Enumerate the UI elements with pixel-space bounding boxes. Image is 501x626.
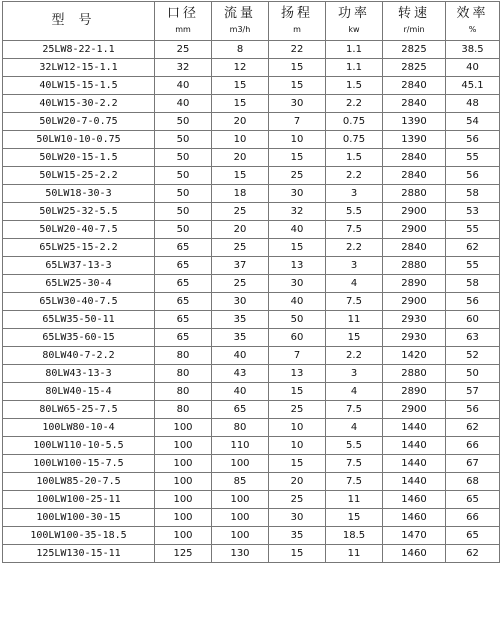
- header-label: 口径: [166, 6, 199, 21]
- cell-head: 13: [269, 365, 326, 383]
- cell-flow: 30: [212, 293, 269, 311]
- table-row: [3, 149, 500, 167]
- table-body: [3, 41, 500, 563]
- cell-power: 1.5: [326, 149, 383, 167]
- cell-efficiency: 62: [446, 239, 500, 257]
- cell-efficiency: 45.1: [446, 77, 500, 95]
- table-row: [3, 167, 500, 185]
- table-row: [3, 59, 500, 77]
- cell-model: 50LW25-32-5.5: [3, 203, 155, 221]
- cell-head: 15: [269, 455, 326, 473]
- header-unit: %: [468, 25, 477, 34]
- table-row: [3, 95, 500, 113]
- cell-power: 0.75: [326, 131, 383, 149]
- table-row: [3, 419, 500, 437]
- header-label: 功率: [337, 6, 370, 21]
- cell-head: 15: [269, 59, 326, 77]
- cell-efficiency: 55: [446, 149, 500, 167]
- cell-head: 40: [269, 221, 326, 239]
- cell-head: 15: [269, 239, 326, 257]
- table-row: [3, 473, 500, 491]
- cell-power: 2.2: [326, 167, 383, 185]
- cell-flow: 25: [212, 203, 269, 221]
- cell-flow: 10: [212, 131, 269, 149]
- cell-diameter: 65: [155, 293, 212, 311]
- cell-speed: 2880: [383, 185, 446, 203]
- cell-power: 7.5: [326, 221, 383, 239]
- table-row: [3, 437, 500, 455]
- cell-model: 65LW37-13-3: [3, 257, 155, 275]
- cell-flow: 25: [212, 239, 269, 257]
- cell-power: 3: [326, 185, 383, 203]
- cell-head: 35: [269, 527, 326, 545]
- header-unit: m: [293, 25, 301, 34]
- header-label: 转速: [397, 6, 430, 21]
- cell-speed: 2930: [383, 311, 446, 329]
- cell-flow: 130: [212, 545, 269, 563]
- cell-head: 25: [269, 167, 326, 185]
- header-label: 效率: [456, 6, 489, 21]
- cell-model: 100LW80-10-4: [3, 419, 155, 437]
- cell-speed: 1390: [383, 113, 446, 131]
- cell-speed: 2900: [383, 401, 446, 419]
- cell-efficiency: 50: [446, 365, 500, 383]
- cell-flow: 35: [212, 329, 269, 347]
- cell-speed: 1460: [383, 545, 446, 563]
- table-row: [3, 239, 500, 257]
- cell-flow: 25: [212, 275, 269, 293]
- header-diameter: [155, 2, 212, 41]
- table-row: [3, 131, 500, 149]
- cell-head: 25: [269, 491, 326, 509]
- cell-power: 1.1: [326, 59, 383, 77]
- cell-head: 60: [269, 329, 326, 347]
- table-row: [3, 545, 500, 563]
- cell-diameter: 80: [155, 347, 212, 365]
- header-row: [3, 2, 500, 41]
- header-head: [269, 2, 326, 41]
- table-row: [3, 527, 500, 545]
- cell-head: 30: [269, 185, 326, 203]
- cell-efficiency: 40: [446, 59, 500, 77]
- cell-power: 1.5: [326, 77, 383, 95]
- cell-diameter: 40: [155, 77, 212, 95]
- table-row: [3, 365, 500, 383]
- cell-efficiency: 53: [446, 203, 500, 221]
- cell-flow: 8: [212, 41, 269, 59]
- cell-efficiency: 60: [446, 311, 500, 329]
- cell-power: 18.5: [326, 527, 383, 545]
- cell-efficiency: 56: [446, 167, 500, 185]
- table-row: [3, 509, 500, 527]
- table-row: [3, 221, 500, 239]
- cell-head: 30: [269, 509, 326, 527]
- cell-efficiency: 62: [446, 419, 500, 437]
- cell-diameter: 65: [155, 239, 212, 257]
- cell-diameter: 65: [155, 311, 212, 329]
- table-row: [3, 401, 500, 419]
- header-unit: mm: [175, 25, 191, 34]
- cell-diameter: 100: [155, 473, 212, 491]
- cell-model: 50LW18-30-3: [3, 185, 155, 203]
- cell-power: 11: [326, 491, 383, 509]
- cell-speed: 2840: [383, 167, 446, 185]
- cell-diameter: 80: [155, 365, 212, 383]
- cell-head: 15: [269, 383, 326, 401]
- cell-diameter: 65: [155, 275, 212, 293]
- cell-model: 32LW12-15-1.1: [3, 59, 155, 77]
- cell-diameter: 65: [155, 257, 212, 275]
- cell-power: 4: [326, 275, 383, 293]
- cell-model: 100LW100-35-18.5: [3, 527, 155, 545]
- cell-efficiency: 65: [446, 527, 500, 545]
- cell-model: 50LW20-7-0.75: [3, 113, 155, 131]
- cell-model: 65LW35-50-11: [3, 311, 155, 329]
- table-row: [3, 311, 500, 329]
- cell-speed: 1390: [383, 131, 446, 149]
- cell-flow: 35: [212, 311, 269, 329]
- cell-head: 10: [269, 419, 326, 437]
- cell-power: 3: [326, 365, 383, 383]
- cell-diameter: 100: [155, 437, 212, 455]
- cell-head: 10: [269, 131, 326, 149]
- cell-speed: 1420: [383, 347, 446, 365]
- cell-model: 65LW35-60-15: [3, 329, 155, 347]
- cell-model: 50LW20-15-1.5: [3, 149, 155, 167]
- cell-diameter: 100: [155, 491, 212, 509]
- cell-head: 22: [269, 41, 326, 59]
- cell-model: 100LW100-25-11: [3, 491, 155, 509]
- cell-power: 7.5: [326, 455, 383, 473]
- cell-diameter: 50: [155, 203, 212, 221]
- header-speed: [383, 2, 446, 41]
- table-row: [3, 185, 500, 203]
- cell-diameter: 50: [155, 113, 212, 131]
- cell-head: 15: [269, 149, 326, 167]
- cell-model: 100LW110-10-5.5: [3, 437, 155, 455]
- cell-head: 30: [269, 275, 326, 293]
- cell-model: 40LW15-30-2.2: [3, 95, 155, 113]
- cell-power: 4: [326, 383, 383, 401]
- table-row: [3, 455, 500, 473]
- cell-efficiency: 52: [446, 347, 500, 365]
- cell-flow: 37: [212, 257, 269, 275]
- cell-diameter: 25: [155, 41, 212, 59]
- cell-diameter: 80: [155, 401, 212, 419]
- cell-efficiency: 56: [446, 293, 500, 311]
- table-row: [3, 203, 500, 221]
- header-unit: kw: [348, 25, 360, 34]
- cell-model: 80LW43-13-3: [3, 365, 155, 383]
- cell-diameter: 100: [155, 509, 212, 527]
- cell-efficiency: 48: [446, 95, 500, 113]
- cell-head: 10: [269, 437, 326, 455]
- cell-speed: 2840: [383, 95, 446, 113]
- cell-diameter: 50: [155, 149, 212, 167]
- cell-diameter: 40: [155, 95, 212, 113]
- cell-head: 32: [269, 203, 326, 221]
- cell-power: 7.5: [326, 401, 383, 419]
- cell-diameter: 50: [155, 221, 212, 239]
- cell-flow: 43: [212, 365, 269, 383]
- table-row: [3, 383, 500, 401]
- cell-power: 7.5: [326, 473, 383, 491]
- cell-speed: 2900: [383, 293, 446, 311]
- cell-head: 30: [269, 95, 326, 113]
- cell-head: 25: [269, 401, 326, 419]
- cell-diameter: 100: [155, 419, 212, 437]
- cell-power: 0.75: [326, 113, 383, 131]
- cell-diameter: 50: [155, 167, 212, 185]
- cell-diameter: 100: [155, 455, 212, 473]
- cell-power: 7.5: [326, 293, 383, 311]
- cell-flow: 100: [212, 527, 269, 545]
- table-row: [3, 257, 500, 275]
- cell-power: 15: [326, 509, 383, 527]
- cell-speed: 1460: [383, 509, 446, 527]
- cell-efficiency: 58: [446, 275, 500, 293]
- cell-efficiency: 65: [446, 491, 500, 509]
- cell-power: 2.2: [326, 239, 383, 257]
- cell-power: 15: [326, 329, 383, 347]
- header-flow: [212, 2, 269, 41]
- cell-model: 100LW85-20-7.5: [3, 473, 155, 491]
- cell-speed: 1440: [383, 437, 446, 455]
- cell-flow: 40: [212, 347, 269, 365]
- header-label: 型号: [51, 13, 106, 28]
- cell-efficiency: 68: [446, 473, 500, 491]
- table-row: [3, 41, 500, 59]
- cell-flow: 65: [212, 401, 269, 419]
- cell-flow: 15: [212, 167, 269, 185]
- header-efficiency: [446, 2, 500, 41]
- cell-head: 13: [269, 257, 326, 275]
- cell-speed: 2890: [383, 275, 446, 293]
- cell-speed: 2840: [383, 77, 446, 95]
- cell-efficiency: 66: [446, 437, 500, 455]
- cell-diameter: 100: [155, 527, 212, 545]
- cell-model: 125LW130-15-11: [3, 545, 155, 563]
- cell-efficiency: 62: [446, 545, 500, 563]
- cell-model: 100LW100-15-7.5: [3, 455, 155, 473]
- cell-flow: 40: [212, 383, 269, 401]
- cell-power: 4: [326, 419, 383, 437]
- cell-power: 11: [326, 545, 383, 563]
- cell-model: 40LW15-15-1.5: [3, 77, 155, 95]
- cell-flow: 85: [212, 473, 269, 491]
- cell-power: 5.5: [326, 203, 383, 221]
- cell-speed: 2890: [383, 383, 446, 401]
- cell-flow: 20: [212, 113, 269, 131]
- cell-model: 80LW65-25-7.5: [3, 401, 155, 419]
- cell-flow: 100: [212, 455, 269, 473]
- cell-head: 15: [269, 545, 326, 563]
- cell-efficiency: 57: [446, 383, 500, 401]
- cell-flow: 100: [212, 491, 269, 509]
- cell-flow: 12: [212, 59, 269, 77]
- table-row: [3, 491, 500, 509]
- cell-speed: 1440: [383, 473, 446, 491]
- header-power: [326, 2, 383, 41]
- cell-speed: 2825: [383, 41, 446, 59]
- cell-flow: 110: [212, 437, 269, 455]
- cell-model: 80LW40-15-4: [3, 383, 155, 401]
- cell-flow: 15: [212, 77, 269, 95]
- cell-speed: 1460: [383, 491, 446, 509]
- cell-model: 50LW10-10-0.75: [3, 131, 155, 149]
- cell-efficiency: 54: [446, 113, 500, 131]
- cell-efficiency: 56: [446, 131, 500, 149]
- cell-efficiency: 55: [446, 221, 500, 239]
- cell-speed: 1440: [383, 455, 446, 473]
- cell-diameter: 50: [155, 185, 212, 203]
- cell-efficiency: 56: [446, 401, 500, 419]
- header-model: [3, 2, 155, 41]
- table-header: [3, 2, 500, 41]
- cell-head: 50: [269, 311, 326, 329]
- cell-diameter: 50: [155, 131, 212, 149]
- cell-model: 80LW40-7-2.2: [3, 347, 155, 365]
- cell-speed: 2930: [383, 329, 446, 347]
- cell-model: 25LW8-22-1.1: [3, 41, 155, 59]
- header-unit: m3/h: [229, 25, 251, 34]
- cell-flow: 100: [212, 509, 269, 527]
- cell-power: 11: [326, 311, 383, 329]
- cell-model: 65LW25-30-4: [3, 275, 155, 293]
- cell-speed: 1440: [383, 419, 446, 437]
- cell-power: 1.1: [326, 41, 383, 59]
- cell-speed: 2840: [383, 239, 446, 257]
- cell-model: 50LW15-25-2.2: [3, 167, 155, 185]
- cell-speed: 2900: [383, 203, 446, 221]
- cell-diameter: 65: [155, 329, 212, 347]
- table-row: [3, 275, 500, 293]
- cell-power: 2.2: [326, 95, 383, 113]
- cell-model: 50LW20-40-7.5: [3, 221, 155, 239]
- table-row: [3, 347, 500, 365]
- cell-speed: 2880: [383, 257, 446, 275]
- cell-diameter: 32: [155, 59, 212, 77]
- cell-power: 5.5: [326, 437, 383, 455]
- cell-efficiency: 55: [446, 257, 500, 275]
- cell-flow: 15: [212, 95, 269, 113]
- cell-flow: 20: [212, 221, 269, 239]
- cell-flow: 80: [212, 419, 269, 437]
- header-label: 扬程: [280, 6, 313, 21]
- pump-spec-table: [2, 1, 500, 563]
- header-label: 流量: [223, 6, 256, 21]
- table-row: [3, 77, 500, 95]
- cell-head: 15: [269, 77, 326, 95]
- cell-efficiency: 58: [446, 185, 500, 203]
- cell-diameter: 80: [155, 383, 212, 401]
- cell-speed: 2840: [383, 149, 446, 167]
- cell-speed: 2825: [383, 59, 446, 77]
- cell-model: 100LW100-30-15: [3, 509, 155, 527]
- header-unit: r/min: [403, 25, 425, 34]
- table-row: [3, 329, 500, 347]
- cell-speed: 1470: [383, 527, 446, 545]
- cell-head: 40: [269, 293, 326, 311]
- cell-model: 65LW25-15-2.2: [3, 239, 155, 257]
- cell-diameter: 125: [155, 545, 212, 563]
- cell-head: 20: [269, 473, 326, 491]
- cell-head: 7: [269, 113, 326, 131]
- cell-flow: 20: [212, 149, 269, 167]
- table-row: [3, 293, 500, 311]
- cell-head: 7: [269, 347, 326, 365]
- cell-efficiency: 63: [446, 329, 500, 347]
- cell-speed: 2880: [383, 365, 446, 383]
- cell-efficiency: 38.5: [446, 41, 500, 59]
- cell-model: 65LW30-40-7.5: [3, 293, 155, 311]
- cell-power: 2.2: [326, 347, 383, 365]
- cell-speed: 2900: [383, 221, 446, 239]
- cell-flow: 18: [212, 185, 269, 203]
- cell-efficiency: 67: [446, 455, 500, 473]
- cell-efficiency: 66: [446, 509, 500, 527]
- cell-power: 3: [326, 257, 383, 275]
- table-row: [3, 113, 500, 131]
